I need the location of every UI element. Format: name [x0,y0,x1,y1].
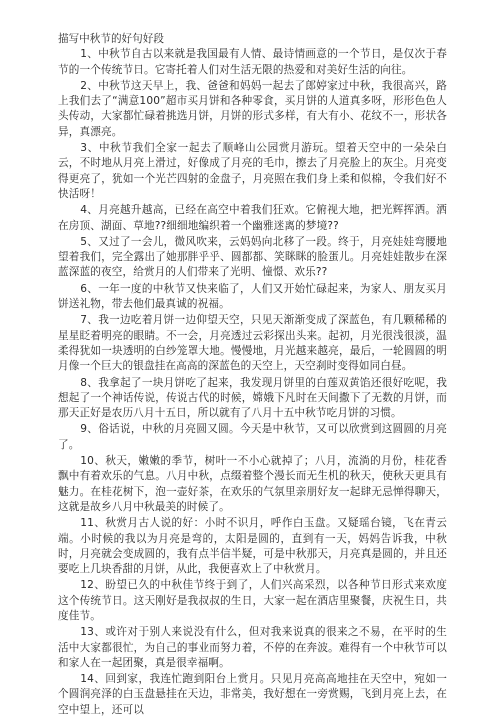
paragraph-5: 5、又过了一会儿，微风吹来，云妈妈向北移了一段。终于，月亮娃娃弯腰地望着我们，完全露出了她那胖乎乎、圆都都、笑眯眯的脸蛋儿。月亮娃娃散步在深蓝深蓝的夜空，给赏月的人们带来了光明、憧憬、欢乐?? [58,235,447,279]
paragraph-10: 10、秋天，嫩嫩的季节，树叶一不小心就掉了；八月，流淌的月份，桂花香飘中有着欢乐的气息。八月中秋，点缀着整个漫长而无生机的秋天，使秋天更具有魅力。在桂花树下，泡一壶好茶，在欢乐的气氛里亲朋好友一起肆无忌惮得聊天，这就是故乡八月中秋最美的时候了。 [58,455,447,513]
document-title: 描写中秋节的好句好段 [58,33,164,45]
document-body [58,32,447,719]
paragraph-7: 7、我一边吃着月饼一边仰望天空，只见天渐渐变成了深蓝色，有几颗稀稀的星星眨着明亮的眼睛。不一会，月亮透过云彩探出头来。起初，月光很浅很淡，温柔得犹如一块透明的白纱笼罩大地。慢慢地，月光越来越亮，最后，一轮圆圆的明月像一个巨大的银盘挂在高高的深蓝色的天空上，天空刹时变得如同白昼。 [58,314,447,373]
paragraph-9: 9、俗话说，中秋的月亮圆又圆。今天是中秋节，又可以欣赏到这圆圆的月亮了。 [58,423,447,451]
paragraph-2: 2、中秋节这天早上，我、爸爸和妈妈一起去了郎婷家过中秋，我很高兴，路上我们去了“满意100”超市买月饼和各种零食，买月饼的人道真多呀，形形色色人头传动，大家都忙碌着挑选月饼，月饼的形式多样，有大有小、花纹不一，形状各异，真漂亮。 [58,79,447,138]
paragraph-13: 13、或许对于别人来说没有什么，但对我来说真的很来之不易，在平时的生活中大家都很忙，为自己的事业而努力着，不停的在奔波。难得有一个中秋节可以和家人在一起团聚，真是很幸福啊。 [58,626,447,669]
paragraph-14: 14、回到家，我连忙跑到阳台上赏月。只见月亮高高地挂在天空中，宛如一个圆润亮泽的白玉盘悬挂在天边，非常美，我好想在一旁赏赐，飞到月亮上去，在空中望上，还可以 [58,673,447,716]
paragraph-1: 1、中秋节自古以来就是我国最有人情、最诗情画意的一个节日，是仅次于春节的一个传统节日。它寄托着人们对生活无限的热爱和对美好生活的向往。 [58,48,447,76]
paragraph-11: 11、秋赏月古人说的好：小时不识月，呼作白玉盘。又疑瑶台镜，飞在青云端。小时候的我以为月亮是弯的，太阳是圆的，直到有一天，妈妈告诉我，中秋时，月亮就会变成圆的，我有点半信半疑，可是中秋那天，月亮真是圆的，并且还要吃上几块香甜的月饼，从此，我便喜欢上了中秋赏月。 [58,517,447,576]
paragraph-12: 12、盼望已久的中秋佳节终于到了，人们兴高采烈，以各种节日形式来欢度这个传统节日。这天刚好是我叔叔的生日，大家一起在酒店里聚餐，庆祝生日，共度佳节。 [58,579,447,622]
paragraph-6: 6、一年一度的中秋节又快来临了，人们又开始忙碌起来，为家人、朋友买月饼送礼物，带去他们最真诚的祝福。 [58,282,447,311]
paragraph-8: 8、我拿起了一块月饼吃了起来，我发现月饼里的白莲双黄馅还很好吃呢，我想起了一个神话传说，传说古代的时候，嫦娥下凡时在天间撒下了无数的月饼，而那天正好是农历八月十五日，所以就有了八月十五中秋节吃月饼的习惯。 [58,376,447,420]
paragraph-3: 3、中秋节我们全家一起去了顺峰山公园赏月游玩。望着天空中的一朵朵白云，不时地从月亮上滑过，好像成了月亮的毛巾，擦去了月亮脸上的灰尘。月亮变得更亮了，犹如一个光芒四射的金盘子，月亮照在我们身上柔和似棉，令我们好不快活呀！ [58,142,447,200]
paragraph-4: 4、月亮越升越高，已经在高空中着我们狂欢。它俯视大地，把光辉挥洒。洒在房顶、湖面、草地??细细地编织着一个幽雅迷离的梦境?? [58,204,447,232]
